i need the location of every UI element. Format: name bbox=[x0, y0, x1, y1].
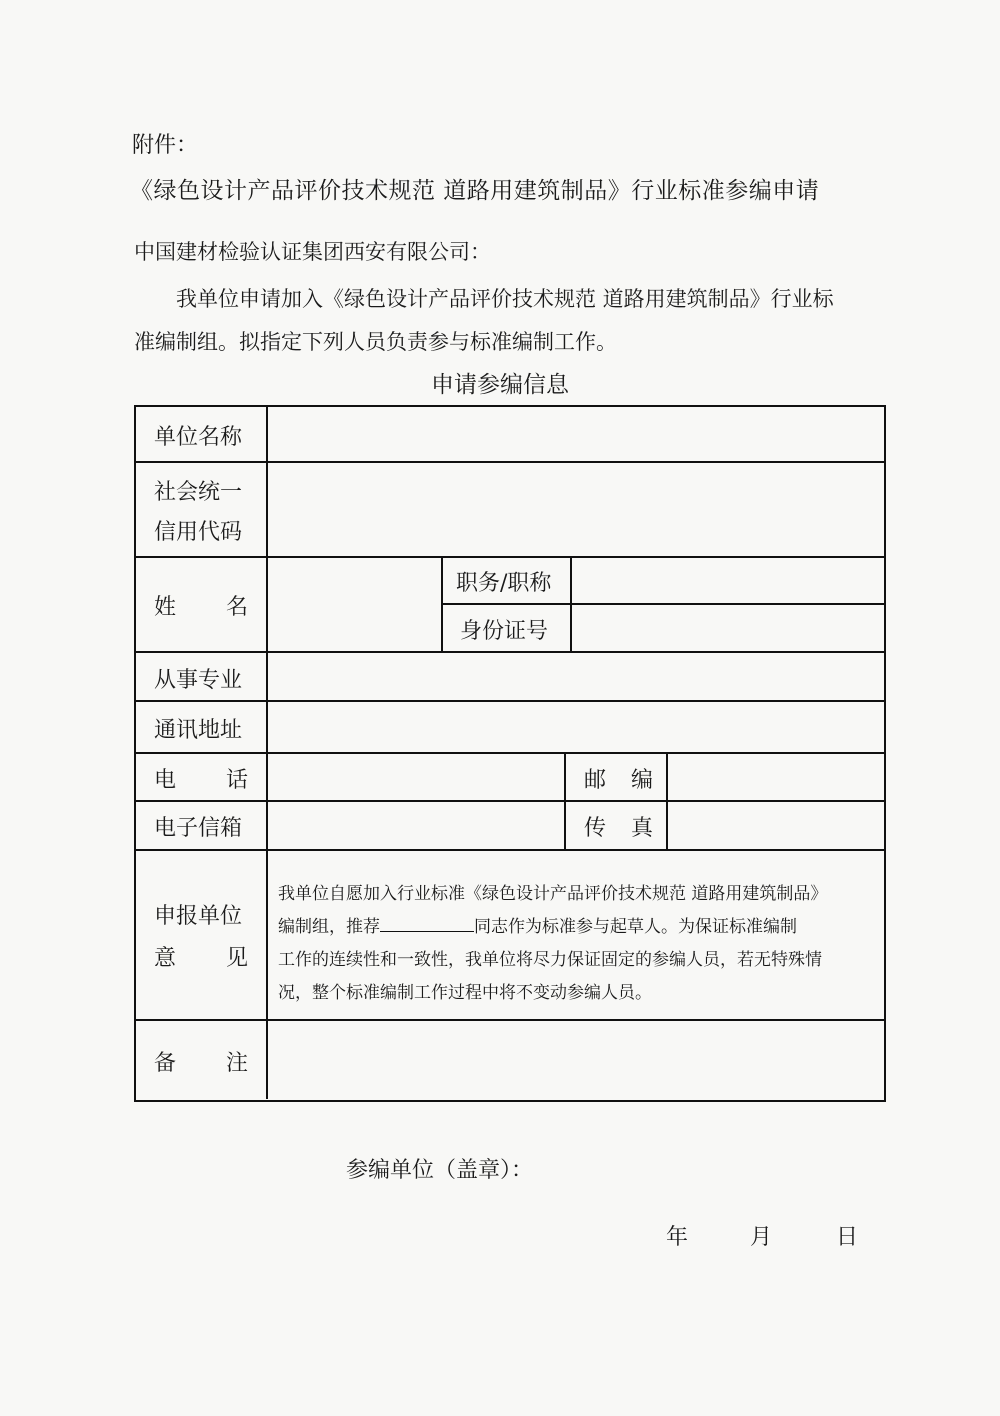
label-fax-char-1: 传 bbox=[584, 816, 607, 841]
date-month: 月 bbox=[750, 1225, 773, 1250]
label-profession: 从事专业 bbox=[154, 668, 243, 693]
label-remarks-char-1: 备 bbox=[154, 1051, 177, 1076]
label-name-char-2: 名 bbox=[226, 595, 249, 620]
opinion-text-line-2-before: 编制组，推荐 bbox=[278, 917, 380, 937]
recipient-line: 中国建材检验认证集团西安有限公司： bbox=[134, 240, 491, 264]
label-postcode-char-1: 邮 bbox=[584, 768, 607, 793]
label-credit-code-line-2: 信用代码 bbox=[154, 520, 243, 545]
opinion-text-line-2-after: 同志作为标准参与起草人。为保证标准编制 bbox=[474, 917, 797, 937]
id-number-field[interactable] bbox=[572, 605, 884, 651]
phone-field[interactable] bbox=[268, 754, 564, 800]
opinion-text-line-4: 况，整个标准编制工作过程中将不变动参编人员。 bbox=[278, 983, 652, 1003]
application-form-table bbox=[134, 405, 886, 1102]
credit-code-field[interactable] bbox=[268, 463, 884, 556]
date-day: 日 bbox=[836, 1225, 859, 1250]
unit-name-field[interactable] bbox=[268, 407, 884, 461]
label-opinion-line-1: 申报单位 bbox=[154, 904, 243, 929]
label-opinion-char-2: 见 bbox=[226, 946, 249, 971]
opinion-text-line-2 bbox=[278, 912, 797, 937]
label-fax-char-2: 真 bbox=[631, 816, 654, 841]
email-field[interactable] bbox=[268, 802, 564, 849]
seal-label: 参编单位（盖章）： bbox=[346, 1158, 534, 1183]
document-title: 《绿色设计产品评价技术规范 道路用建筑制品》行业标准参编申请 bbox=[130, 178, 820, 204]
letter-body-line-2: 准编制组。拟指定下列人员负责参与标准编制工作。 bbox=[134, 330, 617, 354]
date-year: 年 bbox=[666, 1225, 689, 1250]
label-phone-char-1: 电 bbox=[154, 768, 177, 793]
label-credit-code-line-1: 社会统一 bbox=[154, 480, 243, 505]
label-phone-char-2: 话 bbox=[226, 768, 249, 793]
opinion-text-line-1: 我单位自愿加入行业标准《绿色设计产品评价技术规范 道路用建筑制品》 bbox=[278, 884, 828, 904]
label-name-char-1: 姓 bbox=[154, 595, 177, 620]
row-divider bbox=[136, 849, 884, 851]
label-id-number: 身份证号 bbox=[460, 619, 549, 644]
label-unit-name: 单位名称 bbox=[154, 425, 243, 450]
postcode-field[interactable] bbox=[668, 754, 884, 800]
attachment-label: 附件： bbox=[132, 133, 199, 158]
label-address: 通讯地址 bbox=[154, 718, 243, 743]
fax-field[interactable] bbox=[668, 802, 884, 849]
recommended-person-blank[interactable] bbox=[380, 915, 474, 932]
letter-body-line-1: 我单位申请加入《绿色设计产品评价技术规范 道路用建筑制品》行业标 bbox=[176, 287, 834, 311]
label-position: 职务/职称 bbox=[456, 571, 552, 596]
label-remarks-char-2: 注 bbox=[226, 1051, 249, 1076]
label-postcode-char-2: 编 bbox=[631, 768, 654, 793]
label-opinion-char-1: 意 bbox=[154, 946, 177, 971]
address-field[interactable] bbox=[268, 702, 884, 752]
position-field[interactable] bbox=[572, 558, 884, 603]
profession-field[interactable] bbox=[268, 653, 884, 700]
column-divider bbox=[441, 556, 443, 652]
form-title: 申请参编信息 bbox=[431, 372, 569, 398]
opinion-text-line-3: 工作的连续性和一致性，我单位将尽力保证固定的参编人员，若无特殊情 bbox=[278, 950, 822, 970]
name-field[interactable] bbox=[268, 558, 441, 651]
column-divider bbox=[564, 752, 566, 850]
remarks-field[interactable] bbox=[268, 1021, 884, 1099]
label-email: 电子信箱 bbox=[154, 816, 243, 841]
